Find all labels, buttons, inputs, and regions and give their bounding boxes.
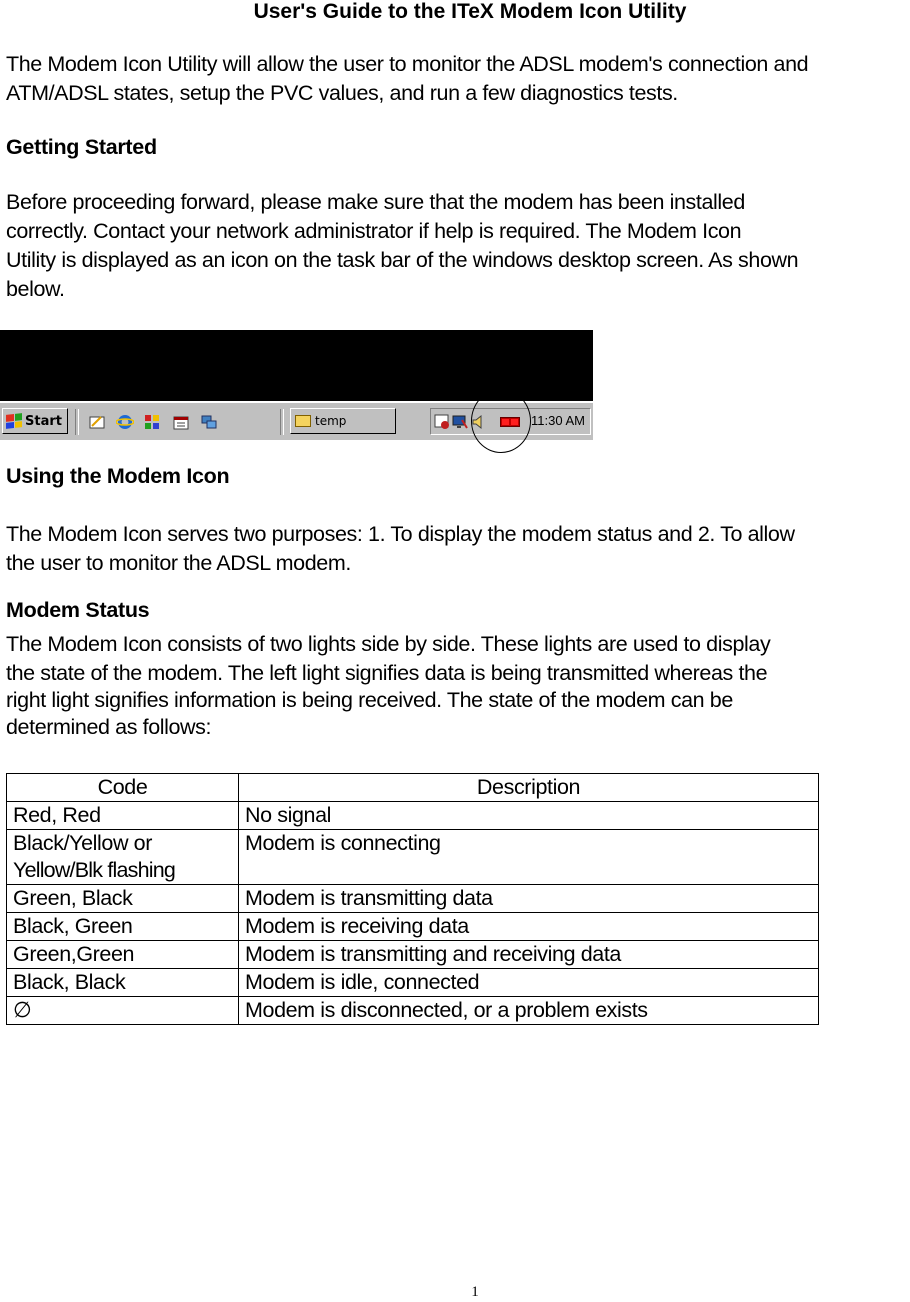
description-cell: Modem is transmitting and receiving data bbox=[239, 941, 819, 969]
modem-status-table bbox=[6, 773, 819, 1025]
internet-explorer-icon[interactable] bbox=[116, 413, 134, 431]
code-cell: Green,Green bbox=[7, 941, 239, 969]
table-row bbox=[7, 969, 819, 997]
start-button[interactable] bbox=[2, 408, 68, 434]
code-cell: ∅ bbox=[7, 997, 239, 1025]
scheduler-icon[interactable] bbox=[434, 414, 450, 430]
code-line: Black/Yellow or bbox=[13, 831, 152, 855]
folder-icon bbox=[295, 415, 311, 427]
taskbar-separator bbox=[75, 409, 79, 435]
using-modem-icon-heading: Using the Modem Icon bbox=[6, 464, 230, 488]
table-row bbox=[7, 802, 819, 830]
getting-started-heading: Getting Started bbox=[6, 135, 157, 159]
page-title: User's Guide to the ITeX Modem Icon Utility bbox=[253, 0, 687, 23]
paragraph-line: the state of the modem. The left light signifies data is being transmitted whereas the bbox=[6, 661, 768, 685]
paragraph-line: the user to monitor the ADSL modem. bbox=[6, 551, 351, 575]
table-row bbox=[7, 830, 819, 885]
code-cell: Black, Green bbox=[7, 913, 239, 941]
description-cell: Modem is disconnected, or a problem exists bbox=[239, 997, 819, 1025]
description-cell: No signal bbox=[239, 802, 819, 830]
paragraph-line: The Modem Icon consists of two lights side by side. These lights are used to display bbox=[6, 632, 771, 656]
table-row bbox=[7, 913, 819, 941]
code-cell: Green, Black bbox=[7, 885, 239, 913]
intro-line: The Modem Icon Utility will allow the user to monitor the ADSL modem's connection and bbox=[6, 52, 809, 76]
network-icon[interactable] bbox=[200, 413, 218, 431]
intro-line: ATM/ADSL states, setup the PVC values, and run a few diagnostics tests. bbox=[6, 81, 678, 105]
page-number: 1 bbox=[471, 1284, 479, 1300]
table-header-row bbox=[7, 774, 819, 802]
code-cell bbox=[7, 830, 239, 885]
table-row bbox=[7, 885, 819, 913]
channels-icon[interactable] bbox=[143, 413, 161, 431]
code-cell: Red, Red bbox=[7, 802, 239, 830]
outlook-express-icon[interactable] bbox=[88, 413, 106, 431]
column-header-code: Code bbox=[7, 774, 239, 802]
table-row bbox=[7, 941, 819, 969]
modem-status-paragraph bbox=[6, 630, 770, 742]
table-row bbox=[7, 997, 819, 1025]
description-cell: Modem is idle, connected bbox=[239, 969, 819, 997]
paragraph-line: correctly. Contact your network administrator if help is required. The Modem Icon bbox=[6, 219, 742, 243]
getting-started-paragraph bbox=[6, 188, 798, 304]
description-cell: Modem is receiving data bbox=[239, 913, 819, 941]
description-cell: Modem is transmitting data bbox=[239, 885, 819, 913]
temp-folder-task-button[interactable] bbox=[290, 408, 396, 434]
windows-logo-icon bbox=[6, 413, 22, 429]
paragraph-line: determined as follows: bbox=[6, 715, 212, 739]
column-header-description: Description bbox=[239, 774, 819, 802]
start-label: Start bbox=[25, 413, 62, 429]
paragraph-line: Utility is displayed as an icon on the task bar of the windows desktop screen. As shown bbox=[6, 248, 799, 272]
description-cell: Modem is connecting bbox=[239, 830, 819, 885]
monitor-icon[interactable] bbox=[452, 414, 468, 430]
code-line: Yellow/Blk flashing bbox=[13, 858, 176, 882]
task-label: temp bbox=[315, 414, 347, 428]
calendar-icon[interactable] bbox=[172, 413, 190, 431]
paragraph-line: below. bbox=[6, 277, 65, 301]
paragraph-line: The Modem Icon serves two purposes: 1. To display the modem status and 2. To allow bbox=[6, 522, 795, 546]
using-modem-icon-paragraph bbox=[6, 520, 795, 578]
taskbar-separator bbox=[280, 409, 284, 435]
highlight-circle bbox=[471, 389, 531, 453]
clock[interactable]: 11:30 AM bbox=[531, 413, 585, 428]
intro-paragraph bbox=[6, 50, 808, 108]
modem-status-heading: Modem Status bbox=[6, 598, 150, 622]
code-cell: Black, Black bbox=[7, 969, 239, 997]
paragraph-line: Before proceeding forward, please make sure that the modem has been installed bbox=[6, 190, 745, 214]
paragraph-line: right light signifies information is being received. The state of the modem can be bbox=[6, 688, 733, 712]
